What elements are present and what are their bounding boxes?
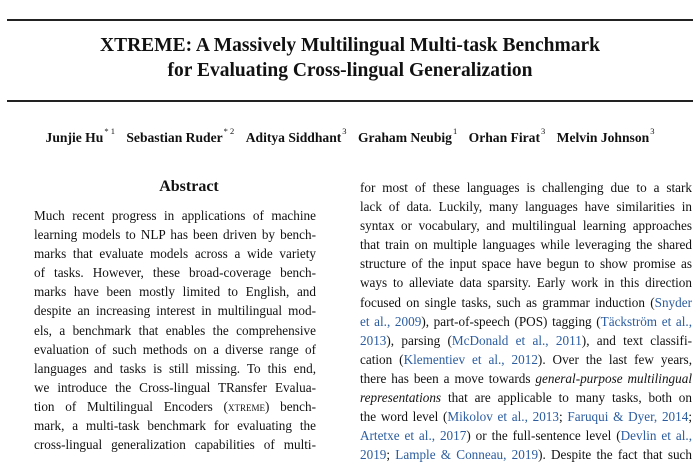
body-line bbox=[360, 369, 692, 388]
body-line: for most of these languages is challenging due to a stark bbox=[360, 180, 692, 195]
author-affiliation: 3 bbox=[541, 126, 546, 136]
body-text: ), parsing ( bbox=[386, 332, 452, 348]
body-text: ). Over the last few years, bbox=[537, 351, 692, 367]
author-list bbox=[0, 128, 700, 146]
body-text: ; bbox=[558, 409, 568, 425]
title-line-1: XTREME: A Massively Multilingual Multi-task Benchmark bbox=[100, 35, 600, 56]
title-rule-bottom bbox=[7, 100, 693, 102]
abstract-text: tion of Multilingual Encoders ( bbox=[34, 398, 228, 414]
citation-link[interactable]: Klementiev et al., 2012 bbox=[403, 351, 538, 367]
body-line: structure of the input space have begun to show promise as bbox=[360, 256, 692, 272]
author-name: Junjie Hu bbox=[45, 129, 104, 145]
author-affiliation: * 2 bbox=[223, 126, 235, 136]
body-text-right-column bbox=[360, 178, 693, 463]
body-text: ), part-of-speech (POS) tagging ( bbox=[421, 313, 601, 329]
body-text: cation ( bbox=[360, 351, 404, 367]
citation-link[interactable]: Mikolov et al., 2013 bbox=[447, 409, 559, 425]
abstract-line: mark, a multi-task benchmark for evaluating the bbox=[34, 418, 316, 434]
citation-link[interactable]: et al., 2009 bbox=[360, 313, 422, 329]
author bbox=[357, 126, 458, 145]
author-name: Orhan Firat bbox=[468, 129, 540, 145]
citation-link[interactable]: 2013 bbox=[360, 332, 387, 348]
body-text: focused on single tasks, such as grammar induction ( bbox=[360, 294, 655, 310]
body-line bbox=[360, 426, 692, 445]
body-text: ; bbox=[386, 447, 396, 463]
author-affiliation: 3 bbox=[342, 126, 347, 136]
author bbox=[45, 126, 115, 145]
body-line bbox=[360, 350, 692, 369]
author-affiliation: 1 bbox=[452, 126, 458, 136]
citation-link[interactable]: Artetxe et al., 2017 bbox=[360, 428, 467, 444]
citation-link[interactable]: Snyder bbox=[654, 294, 692, 310]
abstract-heading: Abstract bbox=[159, 178, 219, 195]
body-line bbox=[360, 312, 692, 331]
body-text: there has been a move towards bbox=[360, 370, 536, 386]
emphasis-text: general-purpose multilingual bbox=[535, 370, 692, 386]
author-name: Graham Neubig bbox=[357, 129, 452, 145]
title-line-2: for Evaluating Cross-lingual Generalization bbox=[167, 60, 533, 81]
abstract-line: learning models to NLP has been driven by bench- bbox=[34, 227, 316, 243]
abstract-body bbox=[34, 206, 316, 453]
abstract-line: els, a benchmark that enables the comprehensive bbox=[34, 322, 316, 338]
body-text: the word level ( bbox=[360, 409, 448, 425]
author bbox=[468, 126, 546, 145]
citation-link[interactable]: 2019 bbox=[360, 447, 387, 463]
abstract-line: marks have been mostly limited to English, and bbox=[34, 284, 316, 300]
citation-link[interactable]: Faruqui & Dyer, 2014 bbox=[567, 409, 689, 425]
author bbox=[126, 126, 235, 145]
body-line: lack of data. Luckily, many languages have similarities in bbox=[360, 199, 692, 215]
author-name: Melvin Johnson bbox=[556, 129, 650, 145]
body-line: syntax or vocabulary, and multilingual learning approaches bbox=[360, 218, 692, 234]
abstract-line: marks that evaluate models across a wide variety bbox=[34, 246, 316, 262]
benchmark-name: xtreme bbox=[227, 398, 265, 414]
abstract-line: languages and tasks is still missing. To this end, bbox=[34, 360, 316, 376]
body-line: that train on multiple languages while leveraging the shared bbox=[360, 237, 692, 253]
abstract-line: cross-lingual generalization capabilities of multi- bbox=[34, 437, 316, 453]
citation-link[interactable]: Täckström et al., bbox=[600, 313, 692, 329]
body-line bbox=[360, 331, 692, 350]
citation-link[interactable]: McDonald et al., 2011 bbox=[451, 332, 582, 348]
author-affiliation: 3 bbox=[650, 126, 655, 136]
body-line bbox=[360, 407, 692, 426]
abstract-line: of tasks. However, these broad-coverage bench- bbox=[34, 265, 316, 281]
title-rule-top bbox=[7, 19, 693, 21]
emphasis-text: representations bbox=[360, 390, 442, 406]
paper-title bbox=[0, 33, 700, 83]
author-name: Aditya Siddhant bbox=[245, 129, 342, 145]
citation-link[interactable]: Lample & Conneau, 2019 bbox=[395, 447, 539, 463]
abstract-line: despite an increasing interest in multilingual mod- bbox=[34, 303, 316, 319]
body-text: ) or the full-sentence level ( bbox=[466, 428, 621, 444]
body-line bbox=[360, 445, 692, 464]
author bbox=[556, 126, 655, 145]
abstract-line bbox=[34, 397, 316, 416]
abstract-line: we introduce the Cross-lingual TRansfer Evalua- bbox=[34, 379, 316, 395]
body-text: ). Despite the fact that such bbox=[538, 447, 693, 463]
abstract-line: evaluation of such methods on a diverse range of bbox=[34, 341, 316, 357]
author-name: Sebastian Ruder bbox=[126, 129, 223, 145]
body-line: ways to alleviate data sparsity. Early work in this direction bbox=[360, 275, 692, 291]
citation-link[interactable]: Devlin et al., bbox=[620, 428, 692, 444]
author bbox=[245, 126, 347, 145]
author-affiliation: * 1 bbox=[104, 126, 115, 136]
body-text: that are applicable to many tasks, both on bbox=[441, 390, 692, 406]
body-text: ), and text classifi- bbox=[581, 332, 693, 348]
body-text: ; bbox=[688, 409, 692, 425]
body-line bbox=[360, 293, 692, 312]
abstract-line: Much recent progress in applications of machine bbox=[34, 208, 316, 223]
abstract-text: ) bench- bbox=[264, 398, 316, 414]
body-line bbox=[360, 388, 692, 407]
